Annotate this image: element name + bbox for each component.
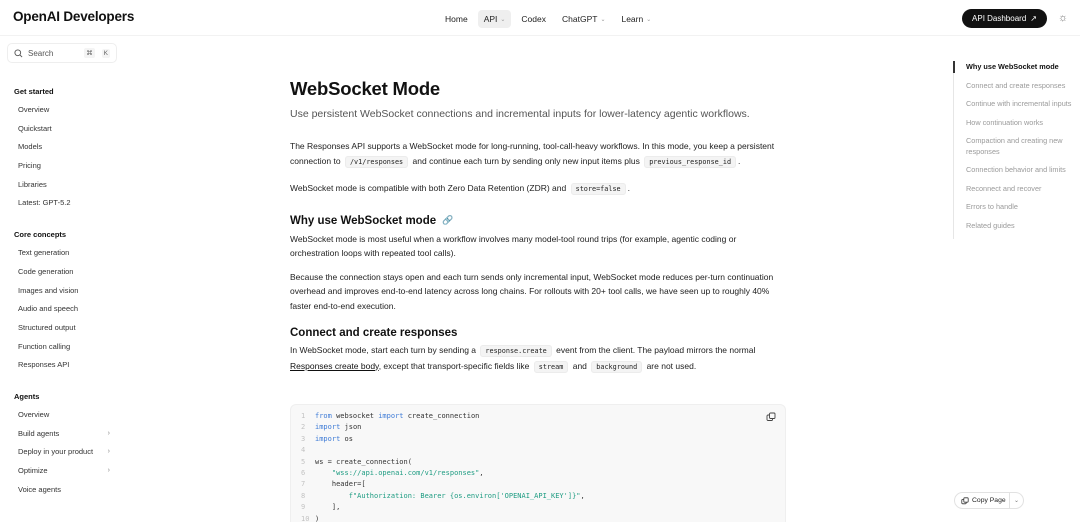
- copy-page-button[interactable]: [955, 497, 1009, 505]
- sidebar-item-label: Function calling: [18, 341, 71, 351]
- shortcut-k: K: [103, 49, 108, 57]
- text: , except that transport-specific fields like: [378, 360, 530, 371]
- sidebar-item-label: Structured output: [18, 322, 76, 332]
- table-of-contents: [953, 62, 1080, 239]
- inline-code: response.create: [480, 345, 551, 357]
- sidebar-item-label: Text generation: [18, 248, 70, 258]
- link-icon[interactable]: 🔗: [442, 215, 454, 225]
- sidebar-item-label: Models: [18, 142, 43, 152]
- code-token: json: [340, 423, 362, 432]
- chevron-down-icon: ⌄: [1013, 498, 1020, 504]
- inline-code: previous_response_id: [644, 156, 736, 168]
- code-token: header=[: [315, 480, 366, 489]
- toc-item-continue-incremental[interactable]: Continue with incremental inputs: [966, 99, 1072, 108]
- sidebar-item-label: Images and vision: [18, 285, 79, 295]
- toc-item-why-use[interactable]: Why use WebSocket mode: [954, 62, 1080, 73]
- chevron-right-icon: ›: [107, 429, 110, 437]
- sidebar-group-agents: [0, 385, 140, 499]
- code-line: [301, 457, 785, 468]
- chevron-right-icon: ›: [107, 467, 110, 474]
- section-heading-why: [290, 215, 785, 227]
- why-paragraph-1: WebSocket mode is most useful when a workflow involves many model-tool round trips (for example, agentic coding or orchestration loops with repeated tool calls).: [290, 233, 737, 258]
- line-number: 9: [301, 503, 306, 512]
- line-number: 1: [301, 412, 306, 420]
- code-line: [301, 502, 785, 513]
- inline-code: stream: [534, 361, 569, 373]
- sidebar-item-label: Latest: GPT-5.2: [18, 198, 71, 208]
- chevron-down-icon: ⌄: [600, 16, 606, 23]
- code-line: [301, 491, 785, 502]
- top-nav: [439, 10, 657, 28]
- code-token: ],: [315, 503, 341, 512]
- sidebar-item-optimize[interactable]: [0, 462, 140, 481]
- nav-api[interactable]: [478, 10, 512, 28]
- inline-code: /v1/responses: [345, 156, 408, 168]
- inline-code: background: [591, 361, 642, 373]
- code-line: [301, 422, 785, 433]
- nav-codex-label: Codex: [521, 14, 546, 24]
- code-token: [315, 469, 332, 477]
- text: .: [738, 155, 741, 166]
- line-number: 2: [301, 423, 306, 432]
- copy-page-control: [954, 492, 1024, 509]
- code-line: [301, 411, 785, 422]
- sidebar-item-label: Overview: [18, 409, 50, 419]
- line-number: 5: [301, 457, 306, 466]
- openai-developers-logo[interactable]: OpenAI Developers: [13, 9, 135, 24]
- section-heading-text: Why use WebSocket mode: [290, 214, 437, 227]
- sidebar-group-title: Agents: [14, 391, 40, 401]
- toc-item-connect-create[interactable]: Connect and create responses: [966, 80, 1066, 90]
- inline-code: store=false: [571, 183, 626, 195]
- line-number: 8: [301, 491, 306, 500]
- sidebar-item-label: Voice agents: [18, 484, 61, 494]
- sidebar-item-label: Responses API: [18, 360, 70, 370]
- intro-paragraph-1: [290, 139, 785, 169]
- sidebar-item-overview[interactable]: [0, 101, 140, 120]
- sidebar-group-get-started: [0, 80, 140, 213]
- code-token: [315, 492, 349, 500]
- sidebar-item-build-agents[interactable]: [0, 425, 140, 444]
- text: event from the client. The payload mirrors the normal: [556, 345, 756, 355]
- search-placeholder: Search: [28, 48, 54, 58]
- sidebar-item-label: Deploy in your product: [18, 447, 94, 457]
- section-heading-connect: Connect and create responses: [290, 327, 458, 339]
- line-number: 3: [301, 434, 306, 443]
- toc-item-connection-behavior[interactable]: Connection behavior and limits: [966, 165, 1066, 174]
- sidebar-item-latest-gpt[interactable]: [0, 194, 140, 213]
- code-token: ,: [580, 491, 585, 500]
- sidebar-group-title: Get started: [14, 87, 54, 96]
- copy-icon: [961, 497, 969, 505]
- code-line: [301, 445, 785, 456]
- copy-page-dropdown[interactable]: [1009, 493, 1023, 508]
- text: and: [572, 360, 587, 371]
- code-token: ,: [479, 468, 484, 477]
- sidebar-item-label: Code generation: [18, 266, 74, 276]
- sidebar-item-label: Pricing: [18, 161, 41, 171]
- code-line: [301, 514, 785, 522]
- code-token: from: [315, 412, 332, 420]
- sidebar-item-audio-speech[interactable]: [0, 300, 140, 319]
- toc-item-reconnect[interactable]: Reconnect and recover: [966, 183, 1042, 193]
- sidebar-item-models[interactable]: [0, 138, 140, 157]
- code-token: ws = create_connection(: [315, 457, 412, 466]
- code-token: import: [315, 434, 341, 443]
- line-number: 7: [301, 480, 306, 489]
- responses-create-body-link[interactable]: Responses create body: [290, 360, 379, 371]
- text: .: [627, 183, 630, 193]
- sidebar-item-label: Quickstart: [18, 123, 52, 133]
- code-token: import: [315, 423, 341, 432]
- sidebar-item-structured-output[interactable]: [0, 319, 140, 338]
- copy-page-label: Copy Page: [972, 497, 1006, 504]
- nav-home-label: Home: [445, 14, 468, 24]
- api-dashboard-button[interactable]: [962, 9, 1047, 28]
- left-sidebar: [0, 80, 140, 509]
- top-header: [0, 0, 1080, 36]
- text: are not used.: [646, 360, 697, 371]
- arrow-up-right-icon: ↗: [1030, 14, 1037, 23]
- sidebar-item-label: Libraries: [18, 179, 47, 189]
- code-token: ): [315, 514, 320, 522]
- page-subtitle: Use persistent WebSocket connections and incremental inputs for lower-latency agentic workflows.: [290, 108, 750, 120]
- toc-item-how-continuation[interactable]: How continuation works: [966, 117, 1044, 127]
- nav-learn[interactable]: [615, 10, 657, 28]
- search-input[interactable]: [7, 43, 117, 63]
- toc-item-related-guides[interactable]: Related guides: [966, 220, 1015, 230]
- code-line: [301, 434, 785, 445]
- intro-paragraph-2: [290, 181, 785, 197]
- sidebar-item-text-generation[interactable]: [0, 244, 140, 263]
- code-line: [301, 479, 785, 490]
- nav-home[interactable]: [439, 10, 474, 28]
- sidebar-item-images-vision[interactable]: [0, 282, 140, 301]
- nav-codex[interactable]: [515, 10, 552, 28]
- line-number: 10: [301, 514, 310, 522]
- text: The Responses API supports a WebSocket mode for long-running, tool-call-heavy workflows. In this mode, you keep a persistent connection to: [290, 141, 775, 166]
- copy-icon[interactable]: [766, 412, 776, 422]
- toc-item-errors[interactable]: Errors to handle: [966, 202, 1018, 211]
- sidebar-item-pricing[interactable]: [0, 157, 140, 176]
- shortcut-cmd: ⌘: [86, 50, 93, 57]
- sidebar-item-label: Build agents: [18, 428, 60, 438]
- code-token: import: [378, 412, 404, 420]
- sidebar-group-core-concepts: [0, 223, 140, 375]
- code-line: [301, 468, 785, 479]
- code-token: os: [340, 434, 353, 443]
- line-number: 4: [301, 446, 306, 455]
- main-content: [290, 75, 785, 374]
- chevron-right-icon: ›: [107, 448, 110, 456]
- code-token: "wss://api.openai.com/v1/responses": [331, 468, 480, 477]
- chevron-down-icon: ⌄: [500, 16, 506, 23]
- text: WebSocket mode is compatible with both Zero Data Retention (ZDR) and: [290, 183, 567, 193]
- text: In WebSocket mode, start each turn by sending a: [290, 345, 477, 355]
- sun-icon[interactable]: ☼: [1057, 12, 1069, 24]
- nav-learn-label: Learn: [621, 14, 644, 24]
- chevron-down-icon: ⌄: [646, 16, 652, 23]
- api-dashboard-label: API Dashboard: [972, 14, 1027, 23]
- sidebar-item-label: Optimize: [18, 466, 48, 475]
- nav-chatgpt-label: ChatGPT: [562, 14, 598, 24]
- connect-paragraph: [290, 343, 785, 374]
- line-number: 6: [301, 468, 306, 477]
- sidebar-item-responses-api[interactable]: [0, 356, 140, 375]
- code-token: websocket: [331, 412, 379, 420]
- why-paragraph-2: Because the connection stays open and each turn sends only incremental input, WebSocket mode reduces per-turn continuation overhead and improves end-to-end latency across long chains. For rollouts with 20+ tool calls, we have seen up to roughly 40% faster end-to-end execution.: [290, 271, 774, 311]
- sidebar-item-quickstart[interactable]: [0, 120, 140, 139]
- sidebar-item-agents-overview[interactable]: [0, 406, 140, 425]
- sidebar-item-function-calling[interactable]: [0, 338, 140, 357]
- code-token: f"Authorization: Bearer {os.environ['OPENAI_API_KEY']}": [348, 491, 581, 500]
- sidebar-item-voice-agents[interactable]: [0, 481, 140, 500]
- sidebar-item-label: Overview: [18, 105, 50, 114]
- code-block[interactable]: [290, 404, 786, 522]
- sidebar-item-code-generation[interactable]: [0, 263, 140, 282]
- nav-api-label: API: [483, 14, 498, 24]
- sidebar-item-libraries[interactable]: [0, 176, 140, 195]
- sidebar-item-deploy[interactable]: [0, 443, 140, 462]
- sidebar-group-title: Core concepts: [14, 230, 67, 240]
- text: and continue each turn by sending only new input items plus: [412, 155, 640, 166]
- nav-chatgpt[interactable]: [556, 10, 611, 28]
- page-title: WebSocket Mode: [290, 78, 441, 99]
- sidebar-item-label: Audio and speech: [18, 304, 79, 314]
- search-icon: [14, 49, 23, 58]
- code-lines: [301, 411, 785, 522]
- toc-item-compaction[interactable]: Compaction and creating new responses: [966, 136, 1063, 156]
- code-token: create_connection: [403, 412, 480, 420]
